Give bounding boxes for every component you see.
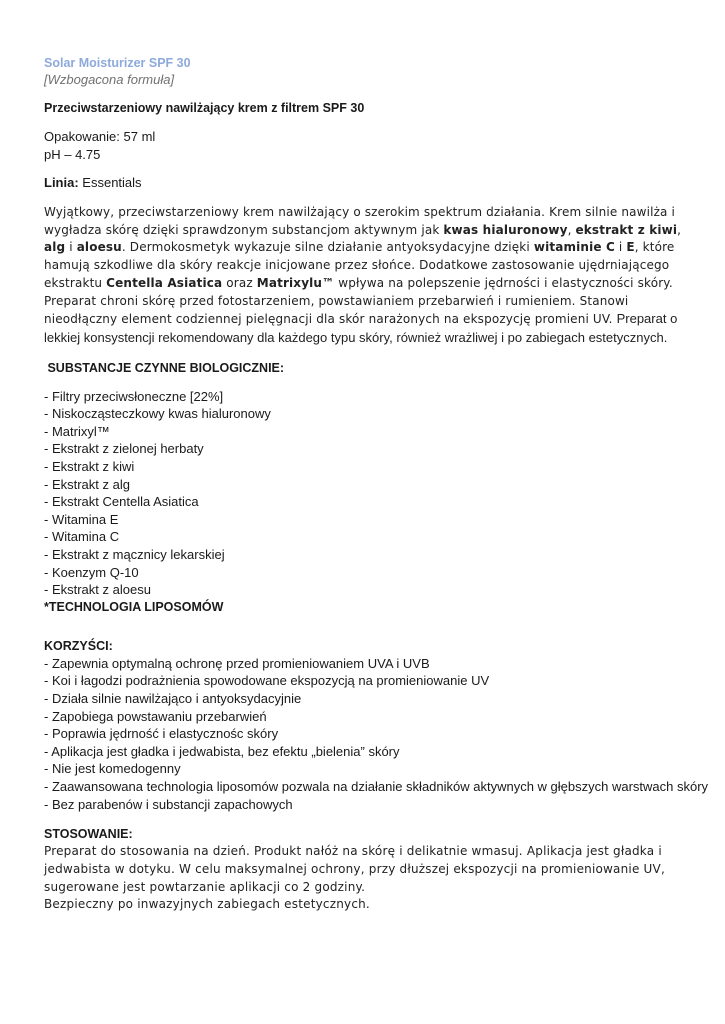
list-item: - Poprawia jędrność i elastycznośc skóry: [44, 726, 279, 742]
list-item: - Aplikacja jest gładka i jedwabista, bez efektu „bielenia” skóry: [44, 743, 400, 759]
list-item: - Witamina C: [44, 529, 120, 545]
desc-highlight: Matrixylu™: [256, 275, 335, 290]
product-tagline: Przeciwstarzeniowy nawilżający krem z filtrem SPF 30: [44, 101, 365, 115]
product-description: [44, 204, 684, 348]
desc-text: ,: [567, 222, 576, 237]
list-item: - Ekstrakt z aloesu: [44, 582, 151, 598]
desc-text: i: [65, 240, 77, 255]
list-item: - Ekstrakt Centella Asiatica: [44, 494, 199, 510]
list-item: - Zaawansowana technologia liposomów pozwala na działanie składników aktywnych w głębszych warstwach skóry: [44, 778, 709, 794]
list-item: - Filtry przeciwsłoneczne [22%]: [44, 388, 224, 404]
active-substances-heading: SUBSTANCJE CZYNNE BIOLOGICZNIE:: [44, 360, 285, 375]
desc-highlight: Centella Asiatica: [106, 275, 223, 290]
list-item: - Ekstrakt z mącznicy lekarskiej: [44, 546, 225, 562]
desc-highlight: witaminie C: [533, 240, 615, 255]
list-item: - Ekstrakt z zielonej herbaty: [44, 441, 204, 457]
line-value: Essentials: [82, 175, 142, 190]
technology-note: *TECHNOLOGIA LIPOSOMÓW: [44, 599, 224, 614]
desc-highlight: E: [626, 240, 635, 255]
packaging-info: Opakowanie: 57 ml: [44, 129, 156, 144]
list-item: - Koenzym Q-10: [44, 564, 139, 580]
usage-text: Preparat do stosowania na dzień. Produkt nałóż na skórę i delikatnie wmasuj. Aplikacja jest gładka i jedwabista w dotyku. W celu maksymalnej ochrony, przy dłuższej ekspozycji na promieniowanie UV, sugerowane jest powtarzanie aplikacji co 2 godziny.: [44, 844, 665, 894]
list-item: - Ekstrakt z kiwi: [44, 459, 135, 474]
ph-info: pH – 4.75: [44, 146, 101, 162]
desc-text: ,: [677, 222, 682, 237]
usage-heading: STOSOWANIE:: [44, 827, 133, 842]
list-item: - Bez parabenów i substancji zapachowych: [44, 796, 293, 812]
line-label: Linia:: [44, 175, 79, 190]
desc-text: oraz: [222, 275, 257, 290]
desc-text: Wyjątkowy, przeciwstarzeniowy krem nawilżający o szerokim spektrum działania. Krem silnie nawilża i wygładza skórę dzięki sprawdzonym substancjom aktywnym jak: [44, 205, 675, 237]
desc-text: wpływa na polepszenie jędrności i elastyczności skóry. Preparat chroni skórę przed fotostarzeniem, powstawianiem przebarwień i rumieniem. Stanowi nieodłączny element codziennej pielęgnacji dla skór narażonych na ekspozycję promieni UV.: [44, 275, 673, 327]
list-item: - Witamina E: [44, 511, 119, 527]
document-page: [44, 55, 709, 914]
desc-highlight: ekstrakt z kiwi: [575, 222, 678, 237]
desc-text: , które hamują szkodliwe dla skóry reakcje inicjowane przez słońce. Dodatkowe zastosowanie ujędrniającego ekstraktu: [44, 240, 675, 290]
benefits-heading: KORZYŚCI:: [44, 638, 113, 653]
product-name: Solar Moisturizer SPF 30: [44, 56, 191, 70]
list-item: - Działa silnie nawilżająco i antyoksydacyjnie: [44, 690, 302, 706]
list-item: - Zapewnia optymalną ochronę przed promieniowaniem UVA i UVB: [44, 655, 430, 671]
desc-tail: Preparat o lekkiej konsystencji rekomendowany dla każdego typu skóry, również wrażliwej i po zabiegach estetycznych.: [44, 311, 678, 345]
list-item: - Koi i łagodzi podrażnienia spowodowane ekspozycją na promieniowanie UV: [44, 673, 490, 689]
desc-text: i: [614, 240, 627, 255]
list-item: - Ekstrakt z alg: [44, 476, 130, 492]
formula-note: [Wzbogacona formuła]: [44, 72, 175, 87]
desc-highlight: alg: [44, 240, 66, 255]
list-item: - Nie jest komedogenny: [44, 761, 181, 777]
product-specs: [44, 128, 684, 163]
product-line: [44, 174, 684, 191]
list-item: - Matrixyl™: [44, 423, 110, 439]
desc-text: . Dermokosmetyk wykazuje silne działanie antyoksydacyjne dzięki: [121, 240, 534, 255]
active-substances-list: [44, 388, 684, 616]
list-item: - Niskocząsteczkowy kwas hialuronowy: [44, 406, 271, 422]
desc-highlight: aloesu: [76, 240, 122, 255]
list-item: - Zapobiega powstawaniu przebarwień: [44, 708, 267, 724]
desc-highlight: kwas hialuronowy: [443, 222, 568, 237]
benefits-list: [44, 655, 709, 813]
usage-note: Bezpieczny po inwazyjnych zabiegach estetycznych.: [44, 897, 370, 912]
